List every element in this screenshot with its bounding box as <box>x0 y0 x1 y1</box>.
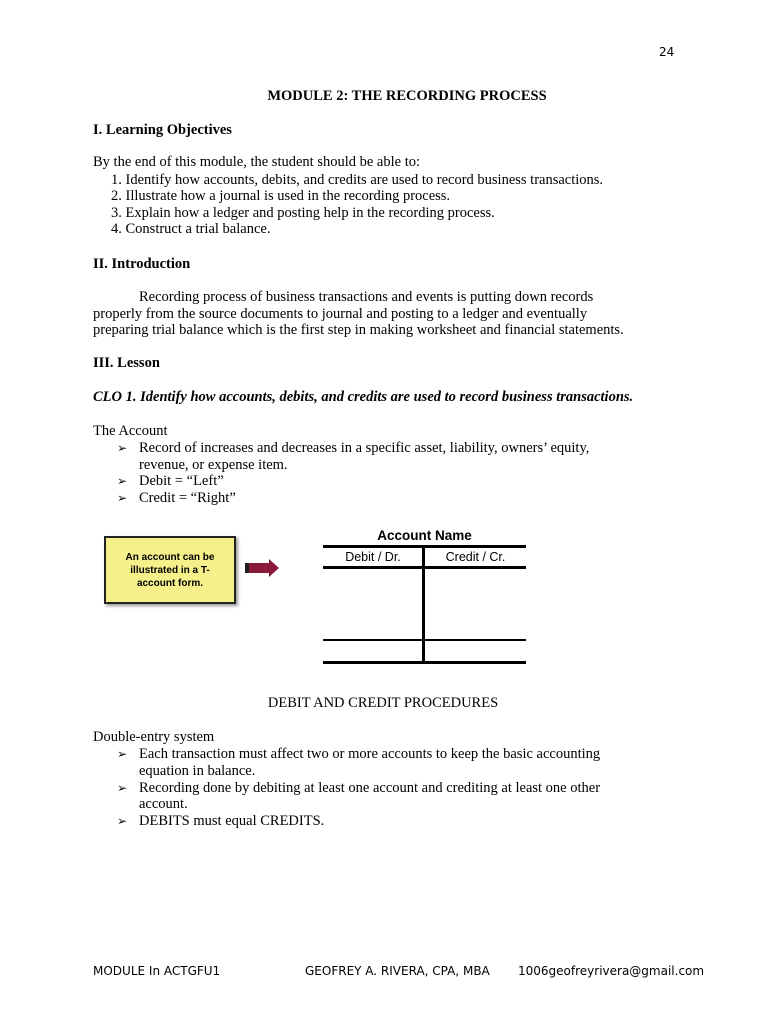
page-title: MODULE 2: THE RECORDING PROCESS <box>267 88 547 104</box>
footer-email: 1006geofreyrivera@gmail.com <box>518 964 705 978</box>
objective-item: 1. Identify how accounts, debits, and credits are used to record business transactions. <box>111 172 604 188</box>
intro-text: properly from the source documents to journal and posting to a ledger and eventually <box>93 306 588 322</box>
objective-item: 4. Construct a trial balance. <box>111 221 271 237</box>
credit-label: Credit / Cr. <box>445 550 506 564</box>
bullet-icon: ➢ <box>117 474 128 488</box>
bullet-icon: ➢ <box>117 747 128 761</box>
bullet-text: Each transaction must affect two or more accounts to keep the basic accounting <box>139 746 601 762</box>
divider <box>323 661 526 664</box>
procedures-heading: DEBIT AND CREDIT PROCEDURES <box>267 695 499 711</box>
note-text: An account can be illustrated in a T-account form. <box>125 551 215 589</box>
bullet-text: Debit = “Left” <box>139 473 224 489</box>
intro-text: preparing trial balance which is the first step in making worksheet and financial statements. <box>93 322 624 338</box>
bullet-text: equation in balance. <box>139 763 256 779</box>
divider <box>323 639 526 641</box>
clo-heading: CLO 1. Identify how accounts, debits, and credits are used to record business transactions. <box>93 389 634 405</box>
t-account-title: Account Name <box>377 528 472 543</box>
arrow-right-icon <box>245 558 281 578</box>
objectives-intro: By the end of this module, the student should be able to: <box>93 154 421 170</box>
section-heading: III. Lesson <box>93 355 160 371</box>
debit-label: Debit / Dr. <box>345 550 401 564</box>
account-heading: The Account <box>93 423 168 439</box>
double-entry-heading: Double-entry system <box>93 729 215 745</box>
section-heading: II. Introduction <box>93 256 191 272</box>
bullet-icon: ➢ <box>117 441 128 455</box>
bullet-text: account. <box>139 796 188 812</box>
intro-text: Recording process of business transactions and events is putting down records <box>139 289 594 305</box>
bullet-text: Credit = “Right” <box>139 490 236 506</box>
bullet-text: Record of increases and decreases in a specific asset, liability, owners’ equity, <box>139 440 590 456</box>
objective-item: 3. Explain how a ledger and posting help in the recording process. <box>111 205 495 221</box>
bullet-icon: ➢ <box>117 814 128 828</box>
bullet-text: DEBITS must equal CREDITS. <box>139 813 325 829</box>
footer-module: MODULE In ACTGFU1 <box>93 964 221 978</box>
bullet-icon: ➢ <box>117 491 128 505</box>
t-account-note <box>104 536 236 604</box>
objective-item: 2. Illustrate how a journal is used in the recording process. <box>111 188 451 204</box>
section-heading: I. Learning Objectives <box>93 122 232 138</box>
divider <box>422 546 425 663</box>
bullet-text: Recording done by debiting at least one account and crediting at least one other <box>139 780 601 796</box>
footer-author: GEOFREY A. RIVERA, CPA, MBA <box>305 964 490 978</box>
bullet-icon: ➢ <box>117 781 128 795</box>
page-number: 24 <box>659 45 675 59</box>
bullet-text: revenue, or expense item. <box>139 457 288 473</box>
